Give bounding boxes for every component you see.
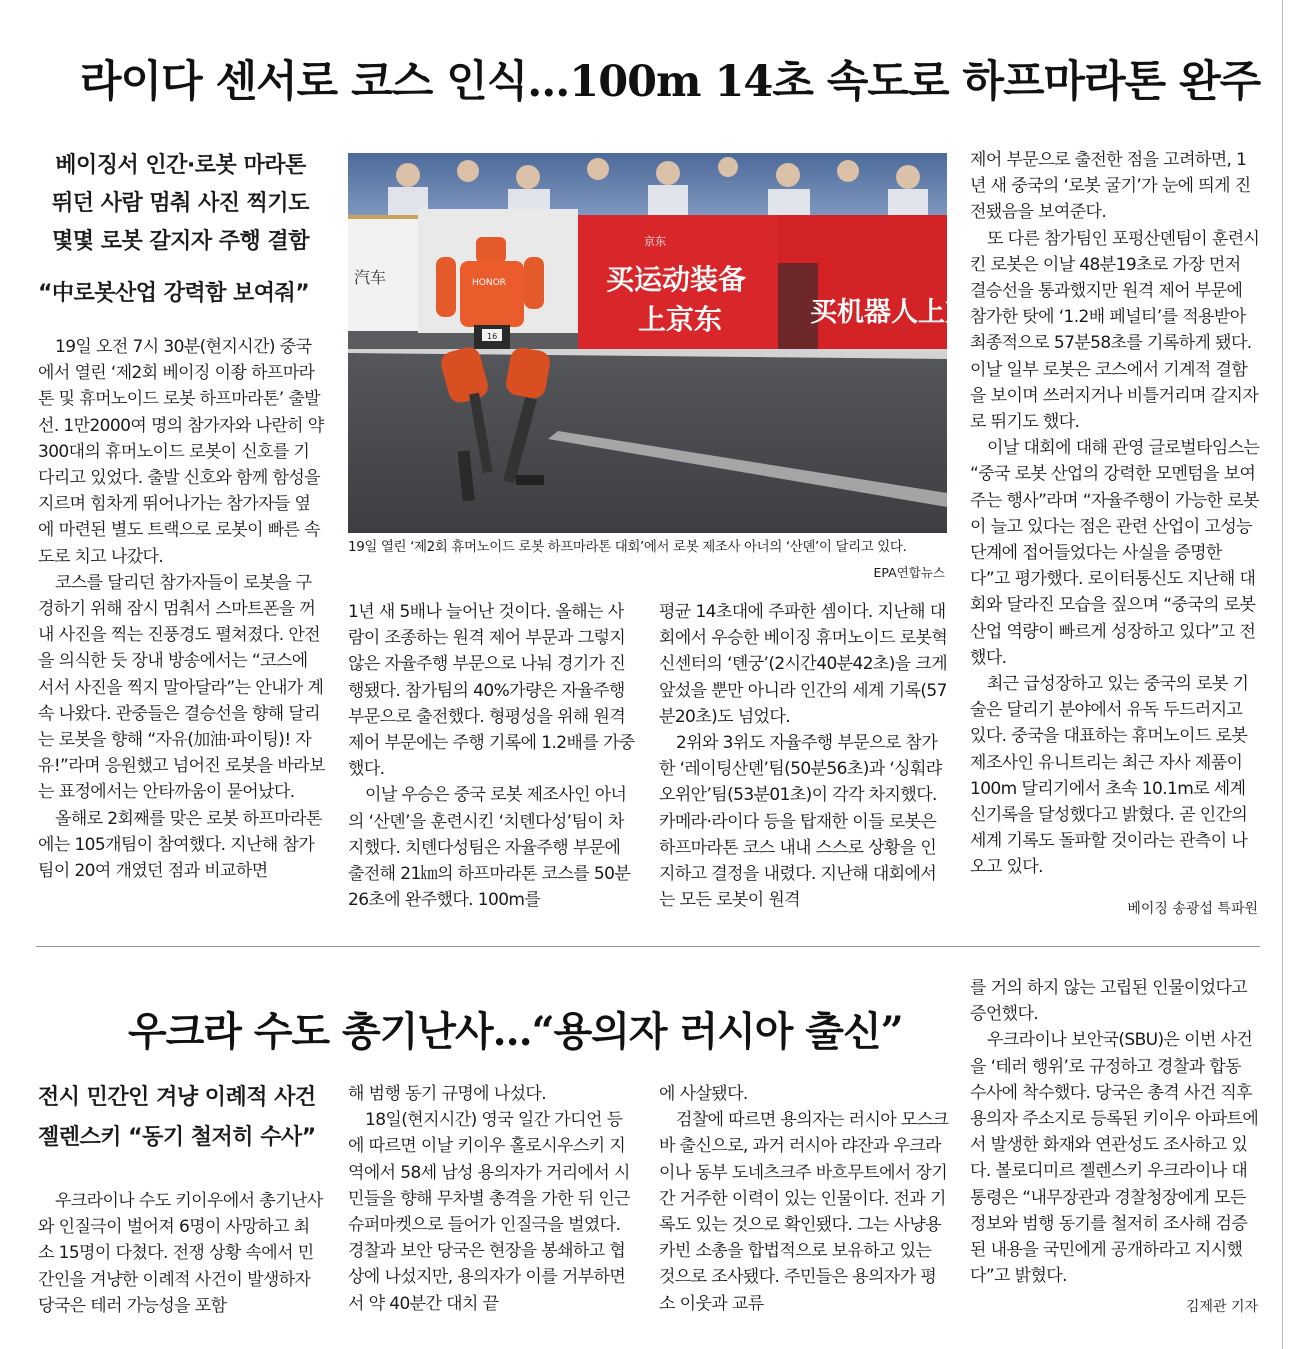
paragraph: 또 다른 참가팀인 포펑산뎬팀이 훈련시킨 로봇은 이날 48분19초로 가장 먼저 결승선을 통과했지만 원격 제어 부문에 참가한 탓에 ‘1.2배 페널티’를 적용받아 최종적으로 57분58초를 기록하게 됐다. 이날 일부 로봇은 코스에서 기계적 결함을 보이며 쓰러지거나 비틀거리며 갈지자로 뛰기도 했다. [970,228,1260,433]
article1-column-3 [659,599,949,924]
paragraph: 올해로 2회째를 맞은 로봇 하프마라톤에는 105개팀이 참여했다. 지난해 참가팀이 20여 개였던 점과 비교하면 [38,808,322,882]
left-sign-text: 汽车 [354,268,387,287]
subhead-line: 뛰던 사람 멈춰 사진 찍기도 [52,191,309,216]
paragraph: 2위와 3위도 자율주행 부문으로 참가한 ‘레이팅산뎬’팀(50분56초)과 ‘싱훠랴오위안’팀(53분01초)이 각각 차지했다. 카메라·라이다 등을 탑재한 이들 로봇은 하프마라톤 코스 내내 스스로 상황을 인지하고 결정을 내렸다. 지난해 대회에서는 모든 로봇이 원격 [659,733,942,911]
byline-article2: 김제관 기자 [1185,1299,1258,1315]
sponsor-text: 京东 [644,235,666,248]
article2-column-4 [970,975,1260,1315]
subhead-line: 베이징서 인간·로봇 마라톤 [55,153,306,178]
paragraph: 우크라이나 수도 키이우에서 총기난사와 인질극이 벌어져 6명이 사망하고 최소 15명이 다쳤다. 전쟁 상황 속에서 민간인을 겨냥한 이례적 사건이 발생하자 당국은 테러 가능성을 포함 [38,1191,323,1316]
subhead-line: 전시 민간인 겨냥 이례적 사건 [38,1085,316,1110]
banner-line-2: 上京东 [638,303,723,336]
subheads-kyiv-shooting [38,1078,316,1158]
article2-column-3 [659,1081,949,1343]
marathon-robot-photo [348,153,972,533]
paragraph: 이날 대회에 대해 관영 글로벌타임스는 “중국 로봇 산업의 강력한 모멘텀을 보여주는 행사”라며 “자율주행이 가능한 로봇이 늘고 있다는 점은 관련 산업이 고성능 단계에 접어들었다는 사실을 증명한다”고 평가했다. 로이터통신도 지난해 대회와 달라진 모습을 짚으며 “중국의 로봇 산업 역량이 빠르게 성장하고 있다”고 전했다. [970,438,1260,668]
page-edge-rule [1282,0,1283,1349]
photo-caption: 19일 열린 ‘제2회 휴머노이드 로봇 하프마라톤 대회’에서 로봇 제조사 아너의 ‘산뎬’이 달리고 있다. [348,539,907,555]
banner-2-text: 买机器人上京 [810,297,972,328]
robot-bib-text: 16 [487,332,498,341]
paragraph: 1년 새 5배나 늘어난 것이다. 올해는 사람이 조종하는 원격 제어 부문과 그렇지 않은 자율주행 부문으로 나눠 경기가 진행됐다. 참가팀의 40%가량은 자율주행 부문으로 출전했다. 형평성을 위해 원격 제어 부문에는 주행 기록에 1.2배를 가중했다. [348,602,635,780]
section-divider [36,946,1260,947]
article1-column-4 [970,147,1260,895]
subhead-line: 젤렌스키 “동기 철저히 수사” [38,1125,316,1150]
subheads-robot-marathon [48,147,313,261]
byline-article1: 베이징 송광섭 특파원 [1127,901,1258,917]
paragraph: 이날 우승은 중국 로봇 제조사인 아너의 ‘산뎬’을 훈련시킨 ‘치톈다성’팀이 차지했다. 치톈다성팀은 자율주행 부문에 출전해 21㎞의 하프마라톤 코스를 50분26초에 완주했다. 100m를 [348,785,631,911]
article2-column-1 [38,1188,325,1320]
paragraph: 최근 급성장하고 있는 중국의 로봇 기술은 달리기 분야에서 유독 두드러지고 있다. 중국을 대표하는 휴머노이드 로봇 제조사인 유니트리는 최근 자사 제품이 100m 달리기에서 초속 10.1m로 세계 신기록을 달성했다고 밝혔다. 곧 인간의 세계 기록도 돌파할 것이라는 관측이 나오고 있다. [970,674,1249,878]
robot-chest-text: HONOR [472,278,506,288]
paragraph: 를 거의 하지 않는 고립된 인물이었다고 증언했다. [970,978,1248,1025]
headline-robot-marathon: 라이다 센서로 코스 인식…100m 14초 속도로 하프마라톤 완주 [80,57,1261,107]
paragraph: 코스를 달리던 참가자들이 로봇을 구경하기 위해 잠시 멈춰서 스마트폰을 꺼내 사진을 찍는 진풍경도 펼쳐졌다. 안전을 의식한 듯 장내 방송에서는 “코스에 서서 사진을 찍지 말아달라”는 안내가 계속 나왔다. 관중들은 결승선을 향해 달리는 로봇을 향해 “자유(加油·파이팅)! 자유!”라며 응원했고 넘어진 로봇을 바라보는 표정에서는 안타까움이 묻어났다. [38,572,325,803]
subhead-line: 몇몇 로봇 갈지자 주행 결함 [52,229,309,254]
photo-credit: EPA연합뉴스 [873,565,945,580]
article1-column-1 [38,334,325,924]
paragraph: 해 범행 동기 규명에 나섰다. [348,1084,547,1104]
paragraph: 우크라이나 보안국(SBU)은 이번 사건을 ‘테러 행위’로 규정하고 경찰과 합동 수사에 착수했다. 당국은 총격 사건 직후 용의자 주소지로 등록된 키이우 아파트에서 발생한 화재와 연관성도 조사하고 있다. 볼로디미르 젤렌스키 우크라이나 대통령은 “내무장관과 경찰청장에게 모든 정보와 범행 동기를 철저히 조사해 검증된 내용을 국민에게 공개하라고 지시했다”고 밝혔다. [970,1030,1259,1287]
headline-kyiv-shooting: 우크라 수도 총기난사…“용의자 러시아 출신” [128,1008,903,1055]
paragraph: 18일(현지시간) 영국 일간 가디언 등에 따르면 이날 키이우 홀로시우스키 지역에서 58세 남성 용의자가 거리에서 시민들을 향해 무차별 총격을 가한 뒤 인근 슈퍼마켓으로 들어가 인질극을 벌였다. 경찰과 보안 당국은 현장을 봉쇄하고 협상에 나섰지만, 용의자가 이를 거부하면서 약 40분간 대치 끝 [348,1110,630,1314]
article2-column-2 [348,1081,636,1343]
paragraph: 평균 14초대에 주파한 셈이다. 지난해 대회에서 우승한 베이징 휴머노이드 로봇혁신센터의 ‘톈궁’(2시간40분42초)을 크게 앞섰을 뿐만 아니라 인간의 세계 기록(57분20초)도 넘었다. [659,602,948,727]
article1-column-2 [348,599,636,924]
paragraph: 제어 부문으로 출전한 점을 고려하면, 1년 새 중국의 ‘로봇 굴기’가 눈에 띄게 진전됐음을 보여준다. [970,150,1251,223]
paragraph: 검찰에 따르면 용의자는 러시아 모스크바 출신으로, 과거 러시아 랴잔과 우크라이나 동부 도네츠크주 바흐무트에서 장기간 거주한 이력이 있는 인물이다. 전과 기록도 있는 것으로 확인됐다. 그는 사냥용 카빈 소총을 합법적으로 보유하고 있는 것으로 조사됐다. 주민들은 용의자가 평소 이웃과 교류 [659,1110,949,1314]
banner-line-1: 买运动装备 [606,263,747,296]
paragraph: 에 사살됐다. [659,1084,748,1104]
quote-subhead: “中로봇산업 강력함 보여줘” [38,281,310,306]
paragraph: 19일 오전 7시 30분(현지시간) 중국에서 열린 ‘제2회 베이징 이좡 하프마라톤 및 휴머노이드 로봇 하프마라톤’ 출발선. 1만2000여 명의 참가자와 나란히 약 300대의 휴머노이드 로봇이 신호를 기다리고 있었다. 출발 신호와 함께 함성을 지르며 힘차게 뛰어나가는 참가자들 옆에 마련된 별도 트랙으로 로봇이 빠른 속도로 치고 나갔다. [38,337,324,567]
